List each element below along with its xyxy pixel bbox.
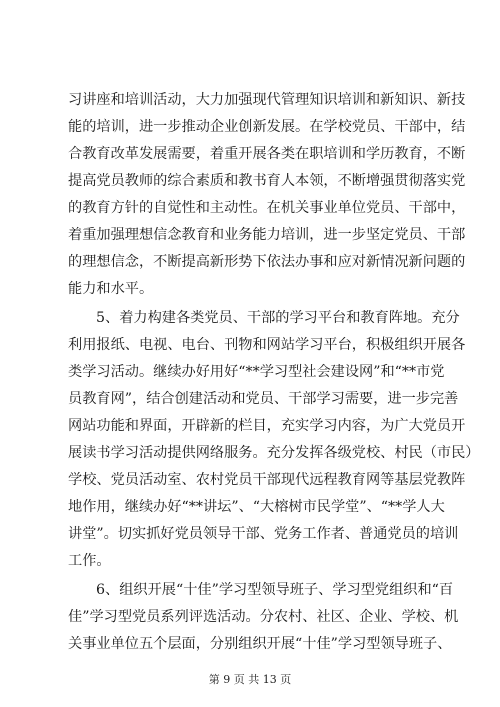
text-line: 的教育方针的自觉性和主动性。在机关事业单位党员、干部中， — [68, 200, 466, 216]
text-line: 网站功能和界面，开辟新的栏目，充实学习内容，为广大党员开 — [68, 418, 466, 434]
text-line: 讲堂”。切实抓好党员领导干部、党务工作者、普通党员的培训 — [68, 526, 459, 542]
text-line: 着重加强理想信念教育和业务能力培训，进一步坚定党员、干部 — [68, 227, 466, 243]
text-line: 提高党员教师的综合素质和教书育人本领，不断增强贯彻落实党 — [68, 173, 466, 189]
paragraph-5-start: 5、着力构建各类党员、干部的学习平台和教育阵地。充分 — [96, 310, 460, 326]
text-line: 员教育网”，结合创建活动和党员、干部学习需要，进一步完善 — [68, 391, 459, 407]
text-line: 的理想信念，不断提高新形势下依法办事和应对新情况新问题的 — [68, 254, 466, 270]
text-line: 合教育改革发展需要，着重开展各类在职培训和学历教育，不断 — [68, 146, 466, 162]
text-line: 能力和水平。 — [68, 281, 154, 297]
text-line: 佳”学习型党员系列评选活动。分农村、社区、企业、学校、机 — [68, 609, 459, 625]
text-line: 关事业单位五个层面，分别组织开展“十佳”学习型领导班子、 — [68, 636, 452, 652]
text-line: 工作。 — [68, 553, 111, 569]
text-line: 能的培训，进一步推动企业创新发展。在学校党员、干部中，结 — [68, 119, 466, 135]
text-line: 展读书学习活动提供网络服务。充分发挥各级党校、村民（市民） — [68, 445, 480, 461]
text-line: 地作用，继续办好“**讲坛”、“大榕树市民学堂”、“**学人大 — [68, 499, 445, 515]
page-footer — [0, 672, 500, 688]
page-number: 第 9 页 共 13 页 — [208, 673, 292, 686]
text-line: 习讲座和培训活动，大力加强现代管理知识培训和新知识、新技 — [68, 92, 466, 108]
text-line: 学校、党员活动室、农村党员干部现代远程教育网等基层党教阵 — [68, 472, 466, 488]
text-line: 类学习活动。继续办好用好“**学习型社会建设网”和“**市党 — [68, 364, 445, 380]
text-line: 利用报纸、电视、电台、刊物和网站学习平台，积极组织开展各 — [68, 337, 466, 353]
paragraph-6-start: 6、组织开展“十佳”学习型领导班子、学习型党组织和“百 — [96, 582, 454, 598]
